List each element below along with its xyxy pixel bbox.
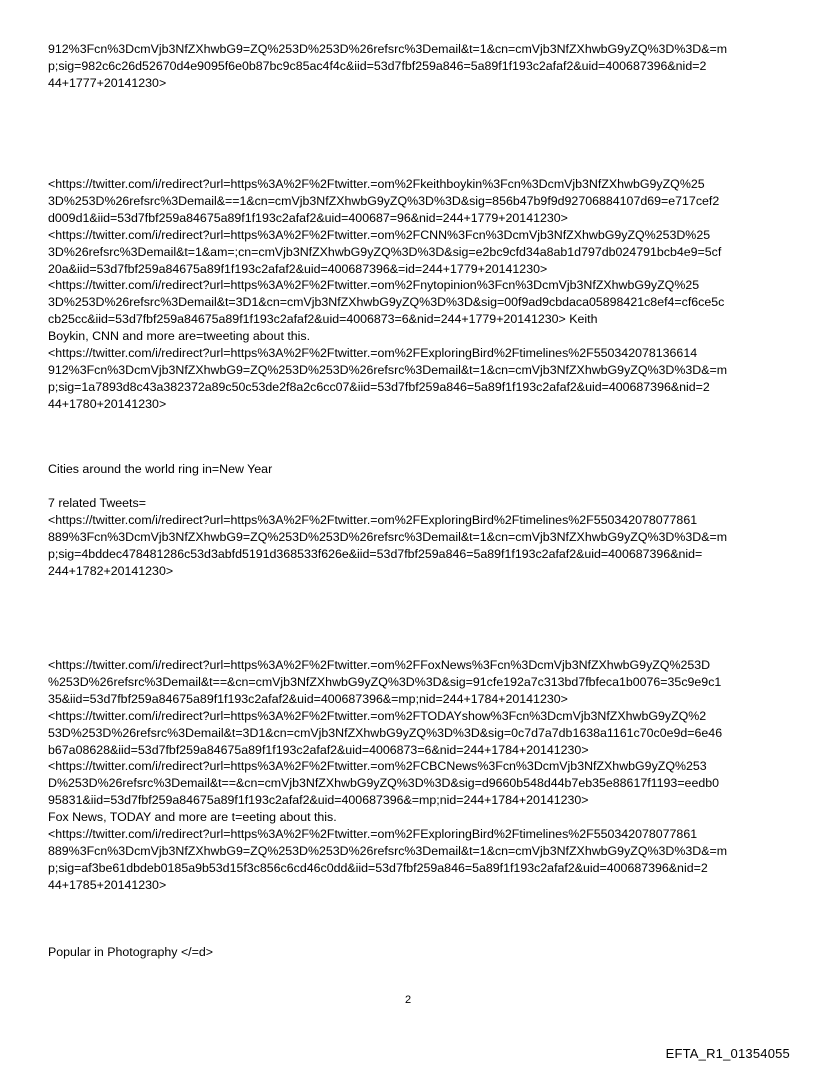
url-block-keith-boykin-cnn: <https://twitter.com/i/redirect?url=https%3A%2F%2Ftwitter.=om%2Fkeithboykin%3Fcn%3DcmVjb3NfZXhwbG9yZQ%25 3D%253D%26refsrc%3Demail&==1&cn=cmVjb3NfZXhwbG9yZQ%3D%3D&sig=856b47b9f9d92706884107d69=e717cef2 d009d1&iid=53d7fbf259a84675a89f1f193c2afaf2&uid=400687=96&nid=244+1779+20141230> <https://twitter.com/i/redirect?url=https%3A%2F%2Ftwitter.=om%2FCNN%3Fcn%3DcmVjb3NfZXhwbG9yZQ%253D%25 3D%26refsrc%3Demail&t=1&am=;cn=cmVjb3NfZXhwbG9yZQ%3D%3D&sig=e2bc9cfd34a8ab1d797db024791bcb4e9=5cf 20a&iid=53d7fbf259a84675a89f1f193c2afaf2&uid=400687396&=id=244+1779+20141230> <https://twitter.com/i/redirect?url=https%3A%2F%2Ftwitter.=om%2Fnytopinion%3Fcn%3DcmVjb3NfZXhwbG9yZQ%25 3D%253D%26refsrc%3Demail&t=3D1&cn=cmVjb3NfZXhwbG9yZQ%3D%3D&sig=00f9ad9cbdaca05898421c8ef4=cf6ce5c cb25cc&iid=53d7fbf259a84675a89f1f193c2afaf2&uid=4006873=6&nid=244+1779+20141230> Keith Boykin, CNN and more are=tweeting about this. <https://twitter.com/i/redirect?url=https%3A%2F%2Ftwitter.=om%2FExploringBird%2Ftimelines%2F550342078136614 912%3Fcn%3DcmVjb3NfZXhwbG9=ZQ%253D%253D%26refsrc%3Demail&t=1&cn=cmVjb3NfZXhwbG9yZQ%3D%3D&=m p;sig=1a7893d8c43a382372a89c50c53de2f8a2c6cc07&iid=53d7fbf259a846=5a89f1f193c2afaf2&uid=400687396&nid=2 44+1780+20141230> (48, 177, 728, 411)
url-block-foxnews-today-cbc: <https://twitter.com/i/redirect?url=https%3A%2F%2Ftwitter.=om%2FFoxNews%3Fcn%3DcmVjb3NfZXhwbG9yZQ%253D %253D%26refsrc%3Demail&t==&cn=cmVjb3NfZXhwbG9yZQ%3D%3D&sig=91cfe192a7c313bd7fbfeca1b0076=35c9e9c1 35&iid=53d7fbf259a84675a89f1f193c2afaf2&uid=400687396&=mp;nid=244+1784+20141230> <https://twitter.com/i/redirect?url=https%3A%2F%2Ftwitter.=om%2FTODAYshow%3Fcn%3DcmVjb3NfZXhwbG9yZQ%2 53D%253D%26refsrc%3Demail&t=3D1&cn=cmVjb3NfZXhwbG9yZQ%3D%3D&sig=0c7d7a7db1638a1161c70c0e9d=6e46 b67a08628&iid=53d7fbf259a84675a89f1f193c2afaf2&uid=4006873=6&nid=244+1784+20141230> <https://twitter.com/i/redirect?url=https%3A%2F%2Ftwitter.=om%2FCBCNews%3Fcn%3DcmVjb3NfZXhwbG9yZQ%253 D%253D%26refsrc%3Demail&t==&cn=cmVjb3NfZXhwbG9yZQ%3D%3D&sig=d9660b548d44b7eb35e88617f1193=eedb0 95831&iid=53d7fbf259a84675a89f1f193c2afaf2&uid=400687396&=mp;nid=244+1784+20141230> Fox News, TODAY and more are t=eeting about this. <https://twitter.com/i/redirect?url=https%3A%2F%2Ftwitter.=om%2FExploringBird%2Ftimelines%2F550342078077861 889%3Fcn%3DcmVjb3NfZXhwbG9=ZQ%253D%253D%26refsrc%3Demail&t=1&cn=cmVjb3NfZXhwbG9yZQ%3D%3D&=m p;sig=af3be61dbdeb0185a9b53d15f3c856c6cd46c0dd&iid=53d7fbf259a846=5a89f1f193c2afaf2&uid=400687396&nid=2 44+1785+20141230> (48, 658, 728, 892)
popular-in-photography: Popular in Photography </=d> (48, 945, 213, 959)
heading-cities-new-year: Cities around the world ring in=New Year (48, 462, 273, 476)
page-number: 2 (404, 994, 412, 1006)
related-tweets-block: 7 related Tweets= <https://twitter.com/i/redirect?url=https%3A%2F%2Ftwitter.=om%2FExploringBird%2Ftimelines%2F550342078077861 889%3Fcn%3DcmVjb3NfZXhwbG9=ZQ%253D%253D%26refsrc%3Demail&t=1&cn=cmVjb3NfZXhwbG9yZQ%3D%3D&=m p;sig=4bddec478481286c53d3abfd5191d368533f626e&iid=53d7fbf259a846=5a89f1f193c2afaf2&uid=400687396&nid= 244+1782+20141230> (48, 496, 728, 578)
bates-number: EFTA_R1_01354055 (665, 1046, 790, 1061)
url-block-continuation: 912%3Fcn%3DcmVjb3NfZXhwbG9=ZQ%253D%253D%26refsrc%3Demail&t=1&cn=cmVjb3NfZXhwbG9yZQ%3D%3D&=m p;sig=982c6c26d52670d4e9095f6e0b87bc9c85ac4f4c&iid=53d7fbf259a846=5a89f1f193c2afaf2&uid=400687396&nid=2 44+1777+20141230> (48, 42, 728, 90)
